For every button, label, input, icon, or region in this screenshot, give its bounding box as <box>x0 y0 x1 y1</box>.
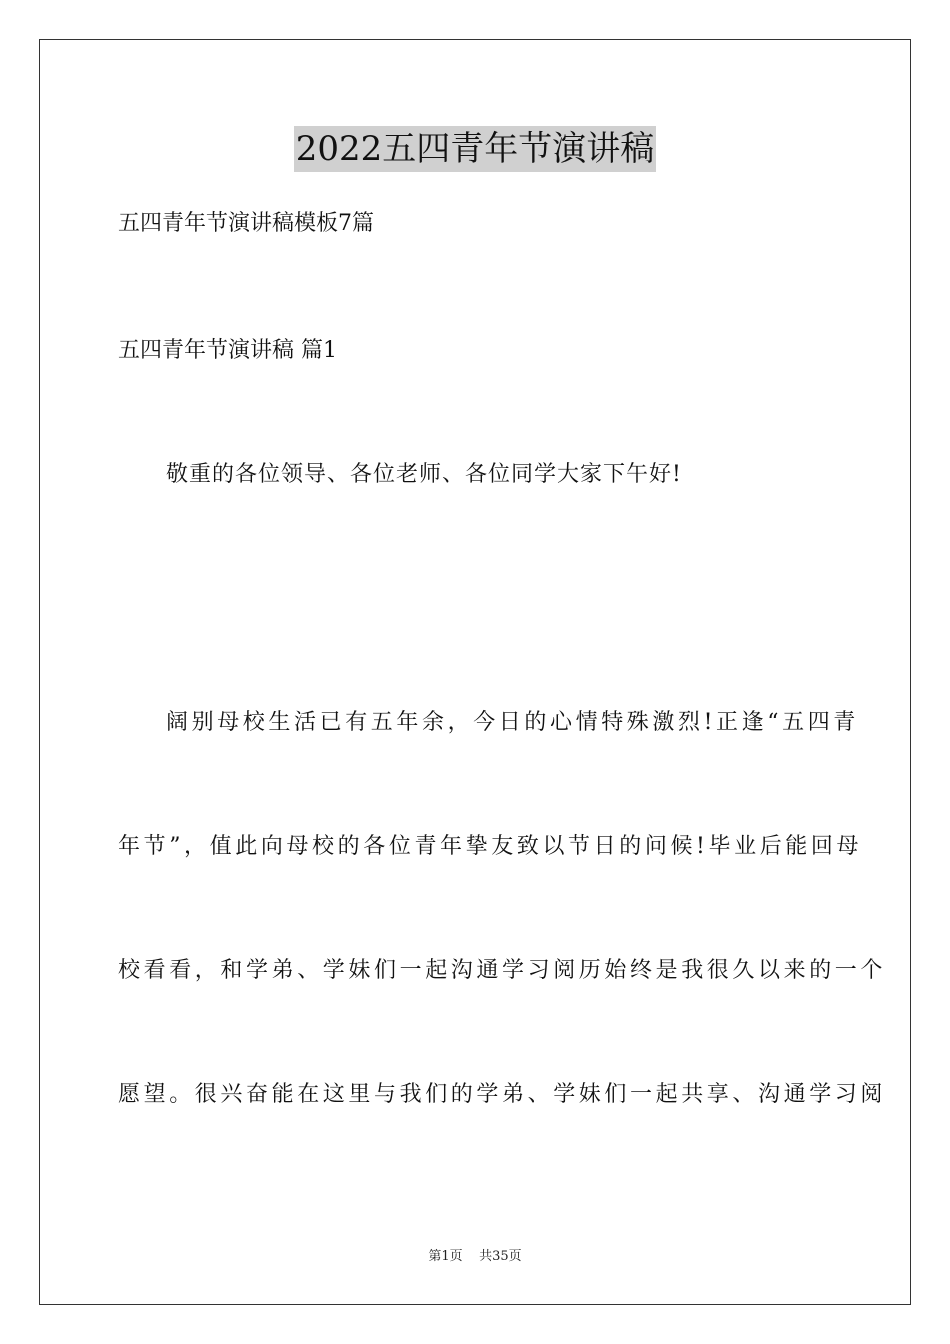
document-subtitle: 五四青年节演讲稿模板7篇 <box>118 211 374 236</box>
paragraph-line-1: 阔别母校生活已有五年余，今日的心情特殊激烈!正逢“五四青 <box>166 710 859 735</box>
page-number: 第1页 <box>428 1249 463 1264</box>
paragraph-line-2: 年节”，值此向母校的各位青年挚友致以节日的问候!毕业后能回母 <box>118 834 863 859</box>
paragraph-line-4: 愿望。很兴奋能在这里与我们的学弟、学妹们一起共享、沟通学习阅 <box>118 1082 887 1107</box>
paragraph-line-3: 校看看，和学弟、学妹们一起沟通学习阅历始终是我很久以来的一个 <box>118 958 887 983</box>
title-container <box>0 126 950 172</box>
greeting-line: 敬重的各位领导、各位老师、各位同学大家下午好! <box>166 462 682 487</box>
section-heading: 五四青年节演讲稿 篇1 <box>118 338 337 363</box>
document-title: 2022五四青年节演讲稿 <box>294 126 657 172</box>
page-footer <box>0 1248 950 1266</box>
total-pages: 共35页 <box>479 1249 522 1264</box>
